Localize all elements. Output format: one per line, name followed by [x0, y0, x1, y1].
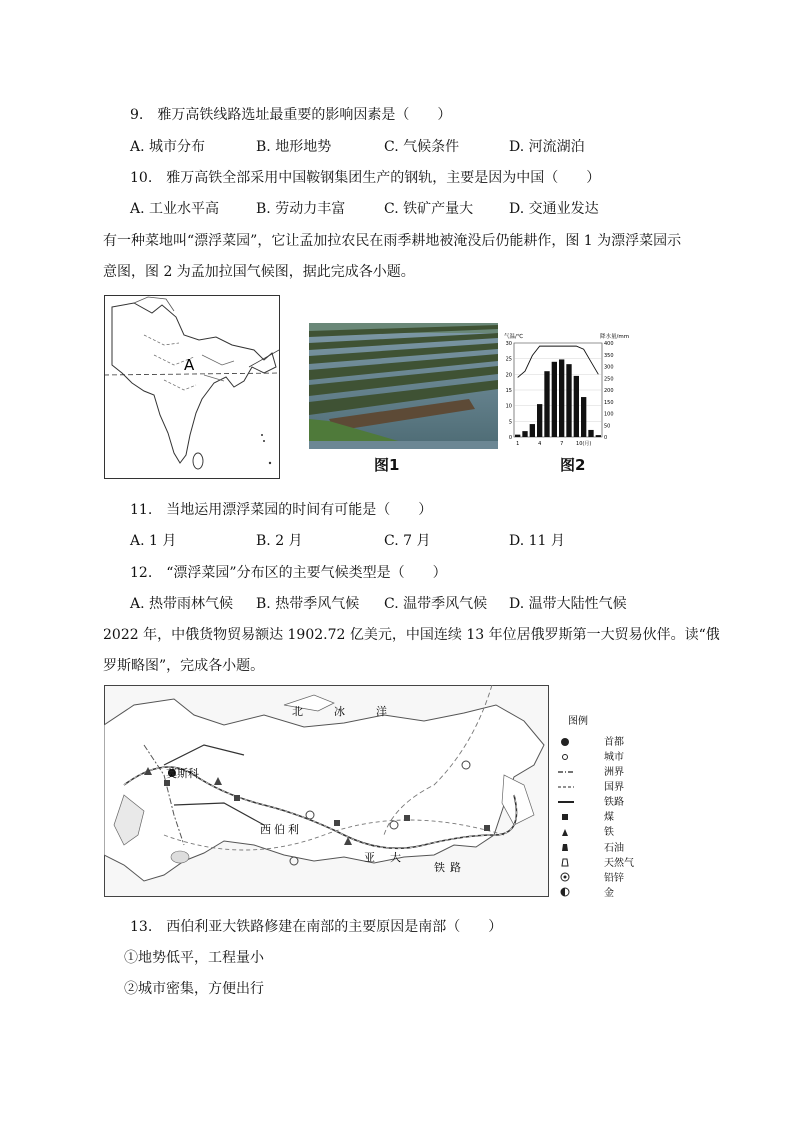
q11-option-b: B. 2 月: [256, 533, 303, 549]
legend-national-boundary: 国界: [604, 782, 624, 793]
left-tick-label: 20: [505, 372, 512, 379]
x-tick-label: 4: [538, 441, 542, 447]
q11-option-d: D. 11 月: [509, 533, 565, 549]
russia-label-ya: 亚: [364, 851, 375, 864]
x-tick-label: 10(月): [576, 441, 592, 447]
capital-symbol-icon: [561, 738, 569, 746]
q11-option-c: C. 7 月: [384, 533, 431, 549]
precipitation-bar: [596, 435, 601, 437]
right-tick-label: 200: [604, 388, 614, 394]
natural-gas-icon: [562, 859, 568, 866]
russia-label-lu: 路: [450, 861, 461, 874]
q12-stem: 12. “漂浮菜园”分布区的主要气候类型是（ ）: [130, 565, 447, 581]
legend-coal: 煤: [604, 812, 614, 823]
precipitation-bar: [559, 359, 564, 437]
russia-label-li: 利: [288, 823, 299, 836]
q10-option-a: A. 工业水平高: [130, 201, 220, 217]
x-tick-label: 1: [516, 441, 520, 447]
precipitation-bar: [566, 364, 571, 437]
q9-option-b: B. 地形地势: [256, 139, 332, 155]
q12-option-d: D. 温带大陆性气候: [509, 596, 627, 612]
climate-chart: [502, 331, 640, 449]
right-tick-label: 150: [604, 399, 614, 406]
coal-icon: [562, 814, 568, 820]
right-axis-title: 降水量/mm: [600, 334, 630, 340]
right-tick-label: 350: [604, 352, 614, 359]
q12-option-a: A. 热带雨林气候: [130, 596, 234, 612]
precipitation-bar: [537, 404, 542, 437]
precipitation-bar: [530, 424, 535, 437]
russia-label-bei: 北: [292, 705, 303, 718]
left-tick-label: 15: [505, 388, 512, 394]
precipitation-bar: [522, 431, 527, 437]
left-tick-label: 25: [505, 356, 512, 363]
oil-icon: [562, 844, 568, 851]
russia-label-da: 大: [390, 851, 401, 864]
q12-option-c: C. 温带季风气候: [384, 596, 488, 612]
south-asia-map: [104, 295, 280, 479]
x-tick-label: 7: [560, 441, 564, 447]
right-tick-label: 300: [604, 364, 614, 371]
right-tick-label: 50: [604, 423, 611, 430]
q10-option-c: C. 铁矿产量大: [384, 201, 474, 217]
map-label-a: A: [184, 356, 195, 374]
floating-garden-photo: [309, 323, 498, 449]
passage2-line1: 2022 年，中俄货物贸易额达 1902.72 亿美元，中国连续 13 年位居俄罗斯第一大贸易伙伴。读“俄: [103, 627, 720, 643]
russia-label-tie: 铁: [434, 861, 445, 874]
right-tick-label: 250: [604, 376, 614, 383]
q9-option-d: D. 河流湖泊: [509, 139, 585, 155]
q10-option-b: B. 劳动力丰富: [256, 201, 346, 217]
russia-label-bing: 冰: [334, 705, 345, 718]
precipitation-bar: [588, 430, 593, 437]
legend-continent-boundary: 洲界: [604, 767, 624, 778]
q10-option-d: D. 交通业发达: [509, 201, 599, 217]
legend-capital: 首都: [604, 737, 624, 748]
russia-map: [104, 685, 549, 897]
left-tick-label: 5: [508, 419, 512, 426]
russia-map-legend: [548, 710, 652, 900]
left-tick-label: 0: [508, 435, 512, 441]
q13-item-2: ②城市密集，方便出行: [124, 981, 264, 997]
russia-label-xi: 西: [260, 823, 271, 836]
left-axis-title: 气温/℃: [504, 334, 524, 340]
city-symbol-icon: [563, 755, 568, 760]
q10-stem: 10. 雅万高铁全部采用中国鞍钢集团生产的钢轨，主要是因为中国（ ）: [130, 170, 601, 186]
passage1-line1: 有一种菜地叫“漂浮菜园”，它让孟加拉农民在雨季耕地被淹没后仍能耕作，图 1 为漂浮菜园示: [103, 233, 682, 249]
temperature-line: [518, 346, 599, 377]
legend-city: 城市: [604, 752, 624, 763]
legend-lead-zinc: 铅锌: [604, 873, 624, 884]
right-tick-label: 100: [604, 411, 614, 418]
right-tick-label: 0: [604, 435, 608, 441]
legend-oil: 石油: [604, 843, 624, 854]
fig1-caption: 图1: [374, 456, 400, 474]
precipitation-bar: [515, 435, 520, 437]
q13-stem: 13. 西伯利亚大铁路修建在南部的主要原因是南部（ ）: [130, 919, 503, 935]
precipitation-bar: [544, 371, 549, 437]
legend-natural-gas: 天然气: [604, 858, 634, 869]
q9-option-a: A. 城市分布: [130, 139, 206, 155]
left-tick-label: 30: [505, 341, 512, 347]
left-tick-label: 10: [505, 403, 512, 410]
q11-stem: 11. 当地运用漂浮菜园的时间有可能是（ ）: [130, 502, 433, 518]
right-tick-label: 400: [604, 341, 614, 347]
q11-option-a: A. 1 月: [130, 533, 177, 549]
q12-option-b: B. 热带季风气候: [256, 596, 360, 612]
q13-item-1: ①地势低平，工程量小: [124, 950, 264, 966]
passage1-line2: 意图，图 2 为孟加拉国气候图，据此完成各小题。: [103, 264, 415, 280]
precipitation-bar: [552, 362, 557, 437]
q9-stem: 9. 雅万高铁线路选址最重要的影响因素是（ ）: [130, 107, 452, 123]
legend-railway: 铁路: [604, 797, 624, 808]
iron-icon: [562, 829, 568, 836]
precipitation-bar: [581, 397, 586, 437]
passage2-line2: 罗斯略图”，完成各小题。: [103, 658, 265, 674]
precipitation-bar: [574, 376, 579, 437]
fig2-caption: 图2: [560, 456, 586, 474]
legend-iron: 铁: [604, 827, 614, 838]
legend-gold: 金: [604, 888, 614, 899]
russia-label-bo: 伯: [274, 823, 285, 836]
q9-option-c: C. 气候条件: [384, 139, 460, 155]
russia-label-moscow: 莫斯科: [166, 767, 199, 780]
russia-label-yang: 洋: [376, 705, 387, 718]
legend-heading: 图例: [568, 716, 588, 727]
